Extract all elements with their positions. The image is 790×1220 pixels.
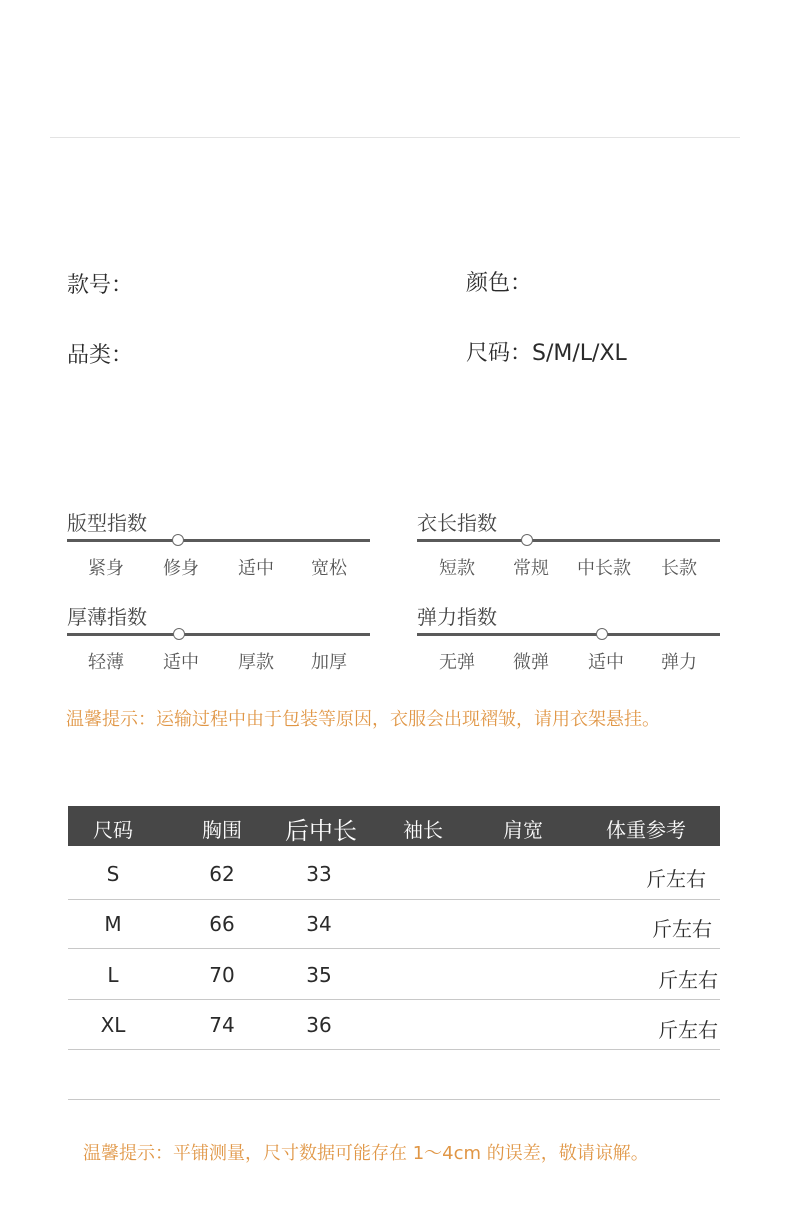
elasticity-index-option: 适中 xyxy=(588,652,624,673)
row-divider xyxy=(68,999,720,1000)
thickness-index-marker xyxy=(173,628,185,640)
length-index-title: 衣长指数 xyxy=(417,511,497,535)
header-weight: 体重参考 xyxy=(606,818,686,842)
measurement-tip: 温馨提示：平铺测量，尺寸数据可能存在 1～4cm 的误差，敬请谅解。 xyxy=(83,1143,649,1164)
row-chest: 70 xyxy=(209,963,235,987)
row-weight: 斤左右 xyxy=(652,917,712,941)
row-chest: 66 xyxy=(209,912,235,936)
thickness-index-title: 厚薄指数 xyxy=(67,605,147,629)
table-footer-rule xyxy=(68,1099,720,1100)
elasticity-index-option: 无弹 xyxy=(439,652,475,673)
fit-index-title: 版型指数 xyxy=(67,511,147,535)
row-weight: 斤左右 xyxy=(658,1018,718,1042)
row-back-length: 36 xyxy=(306,1013,332,1037)
elasticity-index-track xyxy=(417,633,720,636)
row-chest: 74 xyxy=(209,1013,235,1037)
shipping-tip: 温馨提示：运输过程中由于包装等原因，衣服会出现褶皱，请用衣架悬挂。 xyxy=(66,709,660,730)
fit-index-marker xyxy=(172,534,184,546)
thickness-index-option: 厚款 xyxy=(238,652,274,673)
elasticity-index-option: 弹力 xyxy=(661,652,697,673)
fit-index-track xyxy=(67,539,370,542)
row-size: XL xyxy=(100,1013,126,1037)
size-table-header xyxy=(68,806,720,846)
length-index-option: 长款 xyxy=(661,558,697,579)
thickness-index-option: 加厚 xyxy=(311,652,347,673)
length-index-option: 常规 xyxy=(513,558,549,579)
elasticity-index-marker xyxy=(596,628,608,640)
row-back-length: 33 xyxy=(306,862,332,886)
fit-index-option: 宽松 xyxy=(311,558,347,579)
row-divider xyxy=(68,948,720,949)
top-divider xyxy=(50,137,740,138)
elasticity-index-option: 微弹 xyxy=(513,652,549,673)
row-weight: 斤左右 xyxy=(646,867,706,891)
header-back-length: 后中长 xyxy=(285,817,357,845)
row-back-length: 35 xyxy=(306,963,332,987)
length-index-track xyxy=(417,539,720,542)
fit-index-option: 适中 xyxy=(238,558,274,579)
fit-index-option: 紧身 xyxy=(88,558,124,579)
elasticity-index-title: 弹力指数 xyxy=(417,605,497,629)
row-weight: 斤左右 xyxy=(658,968,718,992)
row-size: L xyxy=(107,963,119,987)
row-back-length: 34 xyxy=(306,912,332,936)
size-label: 尺码：S/M/L/XL xyxy=(466,341,627,366)
category-label: 品类： xyxy=(67,343,134,368)
style-number-label: 款号： xyxy=(67,273,134,298)
row-divider xyxy=(68,899,720,900)
length-index-option: 短款 xyxy=(439,558,475,579)
header-chest: 胸围 xyxy=(202,818,242,842)
length-index-option: 中长款 xyxy=(577,558,631,579)
thickness-index-option: 轻薄 xyxy=(88,652,124,673)
header-shoulder: 肩宽 xyxy=(503,818,543,842)
fit-index-option: 修身 xyxy=(163,558,199,579)
thickness-index-option: 适中 xyxy=(163,652,199,673)
thickness-index-track xyxy=(67,633,370,636)
row-size: M xyxy=(104,912,122,936)
header-size: 尺码 xyxy=(93,818,133,842)
row-divider xyxy=(68,1049,720,1050)
length-index-marker xyxy=(521,534,533,546)
row-size: S xyxy=(106,862,120,886)
row-chest: 62 xyxy=(209,862,235,886)
color-label: 颜色： xyxy=(466,271,533,296)
header-sleeve: 袖长 xyxy=(403,818,443,842)
